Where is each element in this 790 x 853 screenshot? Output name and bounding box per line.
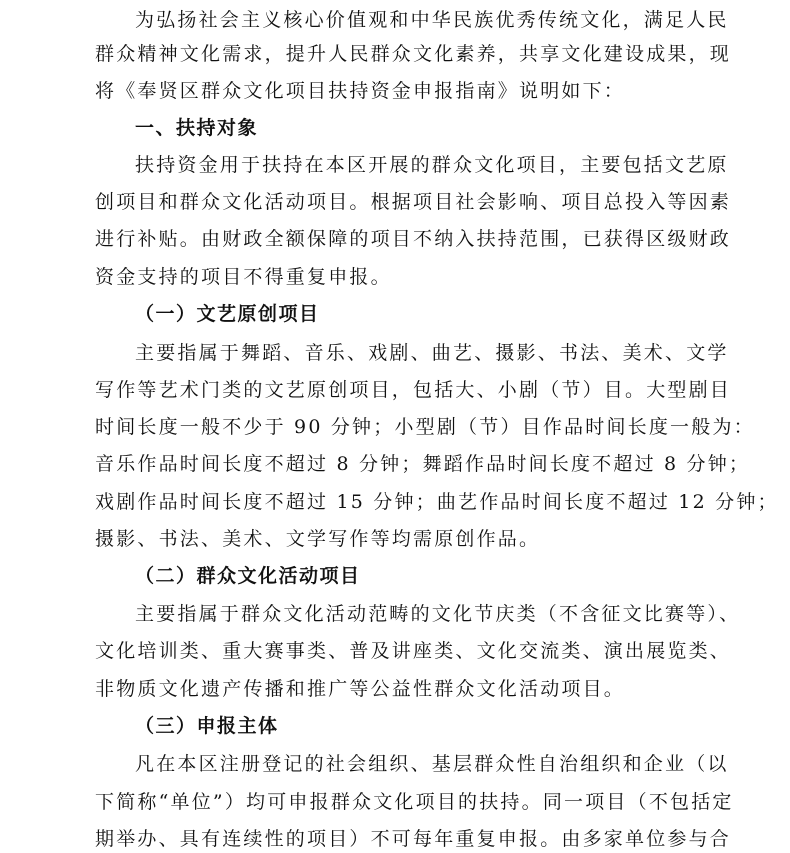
subsection-heading-mass-culture: （二）群众文化活动项目 (135, 565, 361, 587)
sub3-line-1: 凡在本区注册登记的社会组织、基层群众性自治组织和企业（以 (135, 753, 729, 775)
subsection-heading-original-art: （一）文艺原创项目 (135, 303, 320, 325)
section1-line-2: 创项目和群众文化活动项目。根据项目社会影响、项目总投入等因素 (95, 191, 732, 213)
sub1-line-3: 时间长度一般不少于 90 分钟；小型剧（节）目作品时间长度一般为： (95, 416, 755, 438)
section-heading-support-targets: 一、扶持对象 (135, 117, 259, 139)
sub2-line-2: 文化培训类、重大赛事类、普及讲座类、文化交流类、演出展览类、 (95, 640, 732, 662)
section1-line-3: 进行补贴。由财政全额保障的项目不纳入扶持范围，已获得区级财政 (95, 228, 732, 250)
subsection-heading-applicants: （三）申报主体 (135, 715, 279, 737)
sub3-line-2: 下简称“单位”）均可申报群众文化项目的扶持。同一项目（不包括定 (95, 791, 734, 813)
sub2-line-1: 主要指属于群众文化活动范畴的文化节庆类（不含征文比赛等）、 (135, 603, 741, 625)
sub1-line-4: 音乐作品时间长度不超过 8 分钟；舞蹈作品时间长度不超过 8 分钟； (95, 453, 751, 475)
intro-line-1: 为弘扬社会主义核心价值观和中华民族优秀传统文化，满足人民 (135, 9, 729, 31)
sub1-line-2: 写作等艺术门类的文艺原创项目，包括大、小剧（节）目。大型剧目 (95, 379, 732, 401)
sub3-line-3: 期举办、具有连续性的项目）不可每年重复申报。由多家单位参与合 (95, 828, 732, 850)
sub1-line-6: 摄影、书法、美术、文学写作等均需原创作品。 (95, 528, 541, 550)
sub1-line-1: 主要指属于舞蹈、音乐、戏剧、曲艺、摄影、书法、美术、文学 (135, 342, 729, 364)
sub1-line-5: 戏剧作品时间长度不超过 15 分钟；曲艺作品时间长度不超过 12 分钟； (95, 491, 779, 513)
section1-line-1: 扶持资金用于扶持在本区开展的群众文化项目，主要包括文艺原 (135, 154, 729, 176)
intro-line-3: 将《奉贤区群众文化项目扶持资金申报指南》说明如下： (95, 80, 626, 102)
section1-line-4: 资金支持的项目不得重复申报。 (95, 266, 392, 288)
sub2-line-3: 非物质文化遗产传播和推广等公益性群众文化活动项目。 (95, 678, 626, 700)
intro-line-2: 群众精神文化需求，提升人民群众文化素养，共享文化建设成果，现 (95, 43, 732, 65)
